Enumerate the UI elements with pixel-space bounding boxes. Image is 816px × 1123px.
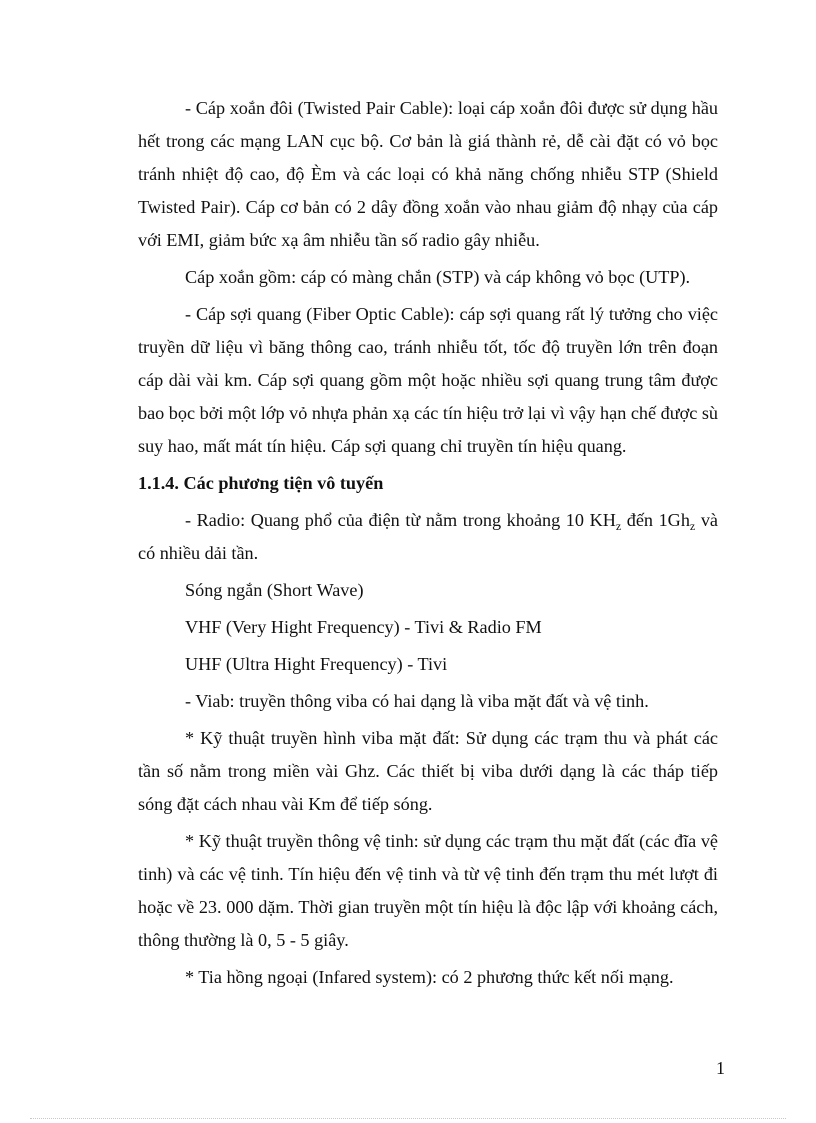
page-number: 1	[716, 1058, 725, 1078]
radio-text-end: và có nhiều dải tần.	[138, 510, 718, 563]
radio-subscript-ghz: z	[689, 519, 696, 533]
section-heading: 1.1.4. Các phương tiện vô tuyến	[138, 473, 384, 493]
page-bottom-divider	[30, 1118, 786, 1119]
paragraph-viab: - Viab: truyền thông viba có hai dạng là viba mặt đất và vệ tinh.	[185, 691, 649, 711]
paragraph-fiber-optic: - Cáp sợi quang (Fiber Optic Cable): cáp sợi quang rất lý tưởng cho việc truyền dữ liệu vì băng thông cao, tránh nhiễu tốt, tốc độ truyền lớn trên đoạn cáp dài vài km. Cáp sợi quang gồm một hoặc nhiều sợi quang trung tâm được bao bọc bởi một lớp vỏ nhựa phản xạ các tín hiệu trở lại vì vậy hạn chế được sù suy hao, mất mát tín hiệu. Cáp sợi quang chỉ truyền tín hiệu quang.	[138, 304, 718, 456]
radio-text-mid: đến 1Gh	[621, 510, 690, 530]
line-short-wave: Sóng ngắn (Short Wave)	[185, 580, 364, 600]
line-vhf: VHF (Very Hight Frequency) - Tivi & Radio FM	[185, 617, 542, 637]
line-uhf: UHF (Ultra Hight Frequency) - Tivi	[185, 654, 448, 674]
paragraph-twisted-types: Cáp xoắn gồm: cáp có màng chắn (STP) và cáp không vỏ bọc (UTP).	[185, 267, 691, 287]
paragraph-terrestrial: * Kỹ thuật truyền hình viba mặt đất: Sử dụng các trạm thu và phát các tần số nằm trong miền vài Ghz. Các thiết bị viba dưới dạng là các tháp tiếp sóng đặt cách nhau vài Km để tiếp sóng.	[138, 728, 718, 814]
paragraph-radio	[138, 504, 718, 570]
paragraph-twisted-pair: - Cáp xoắn đôi (Twisted Pair Cable): loại cáp xoắn đôi được sử dụng hầu hết trong các mạng LAN cục bộ. Cơ bản là giá thành rẻ, dễ cài đặt có vỏ bọc tránh nhiệt độ cao, độ Èm và các loại có khả năng chống nhiễu STP (Shield Twisted Pair). Cáp cơ bản có 2 dây đồng xoắn vào nhau giảm độ nhạy của cáp với EMI, giảm bức xạ âm nhiễu tần số radio gây nhiễu.	[138, 98, 718, 250]
paragraph-infrared: * Tia hồng ngoại (Infared system): có 2 phương thức kết nối mạng.	[185, 967, 674, 987]
radio-text-start: - Radio: Quang phổ của điện từ nằm trong khoảng 10 KH	[185, 510, 616, 530]
radio-subscript-khz: z	[615, 519, 622, 533]
paragraph-satellite: * Kỹ thuật truyền thông vệ tinh: sử dụng các trạm thu mặt đất (các đĩa vệ tinh) và các vệ tinh. Tín hiệu đến vệ tinh và từ vệ tinh đến trạm thu mét lượt đi hoặc về 23. 000 dặm. Thời gian truyền một tín hiệu là độc lập với khoảng cách, thông thường là 0, 5 - 5 giây.	[138, 831, 718, 950]
page-content	[138, 92, 718, 998]
